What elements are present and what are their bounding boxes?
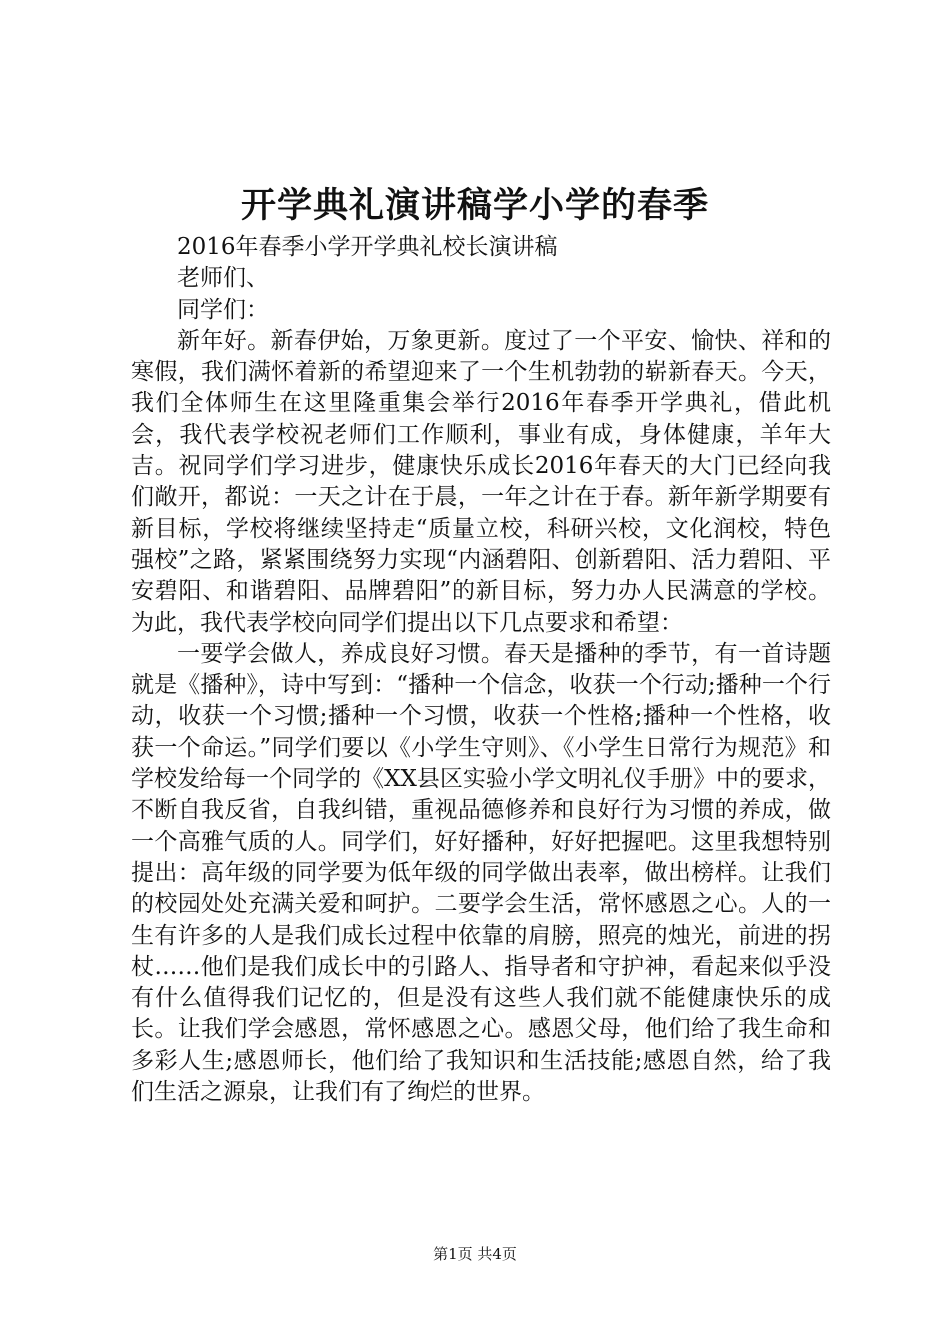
salutation-students: 同学们： — [177, 296, 269, 323]
body-paragraph: 一要学会做人，养成良好习惯。春天是播种的季节，有一首诗题就是《播种》，诗中写到：“播种一个信念，收获一个行动;播种一个行动，收获一个习惯;播种一个习惯，收获一个性格;播种一个性格，收获一个命运。”同学们要以《小学生守则》、《小学生日常行为规范》和学校发给每一个同学的《XX县区实验小学文明礼仪手册》中的要求，不断自我反省，自我纠错，重视品德修养和良好行为习惯的养成，做一个高雅气质的人。同学们，好好播种，好好把握吧。这里我想特别提出：高年级的同学要为低年级的同学做出表率，做出榜样。让我们的校园处处充满关爱和呵护。二要学会生活，常怀感恩之心。人的一生有许多的人是我们成长过程中依靠的肩膀，照亮的烛光，前进的拐杖……他们是我们成长中的引路人、指导者和守护神，看起来似乎没有什么值得我们记忆的，但是没有这些人我们就不能健康快乐的成长。让我们学会感恩，常怀感恩之心。感恩父母，他们给了我生命和多彩人生;感恩师长，他们给了我知识和生活技能;感恩自然，给了我们生活之源泉，让我们有了绚烂的世界。 — [131, 640, 831, 1106]
body-paragraph: 新年好。新春伊始，万象更新。度过了一个平安、愉快、祥和的寒假，我们满怀着新的希望迎来了一个生机勃勃的崭新春天。今天，我们全体师生在这里隆重集会举行2016年春季开学典礼，借此机会，我代表学校祝老师们工作顺利，事业有成，身体健康，羊年大吉。祝同学们学习进步，健康快乐成长2016年春天的大门已经向我们敞开，都说：一天之计在于晨，一年之计在于春。新年新学期要有新目标，学校将继续坚持走“质量立校，科研兴校，文化润校，特色强校”之路，紧紧围绕努力实现“内涵碧阳、创新碧阳、活力碧阳、平安碧阳、和谐碧阳、品牌碧阳”的新目标，努力办人民满意的学校。为此，我代表学校向同学们提出以下几点要求和希望： — [131, 327, 831, 636]
speech-heading-line: 2016年春季小学开学典礼校长演讲稿 — [177, 234, 558, 260]
document-body — [131, 232, 831, 1108]
page-number-footer: 第1页 共4页 — [433, 1245, 517, 1263]
salutation-teachers: 老师们、 — [177, 265, 269, 292]
document-title: 开学典礼演讲稿学小学的春季 — [240, 185, 709, 226]
